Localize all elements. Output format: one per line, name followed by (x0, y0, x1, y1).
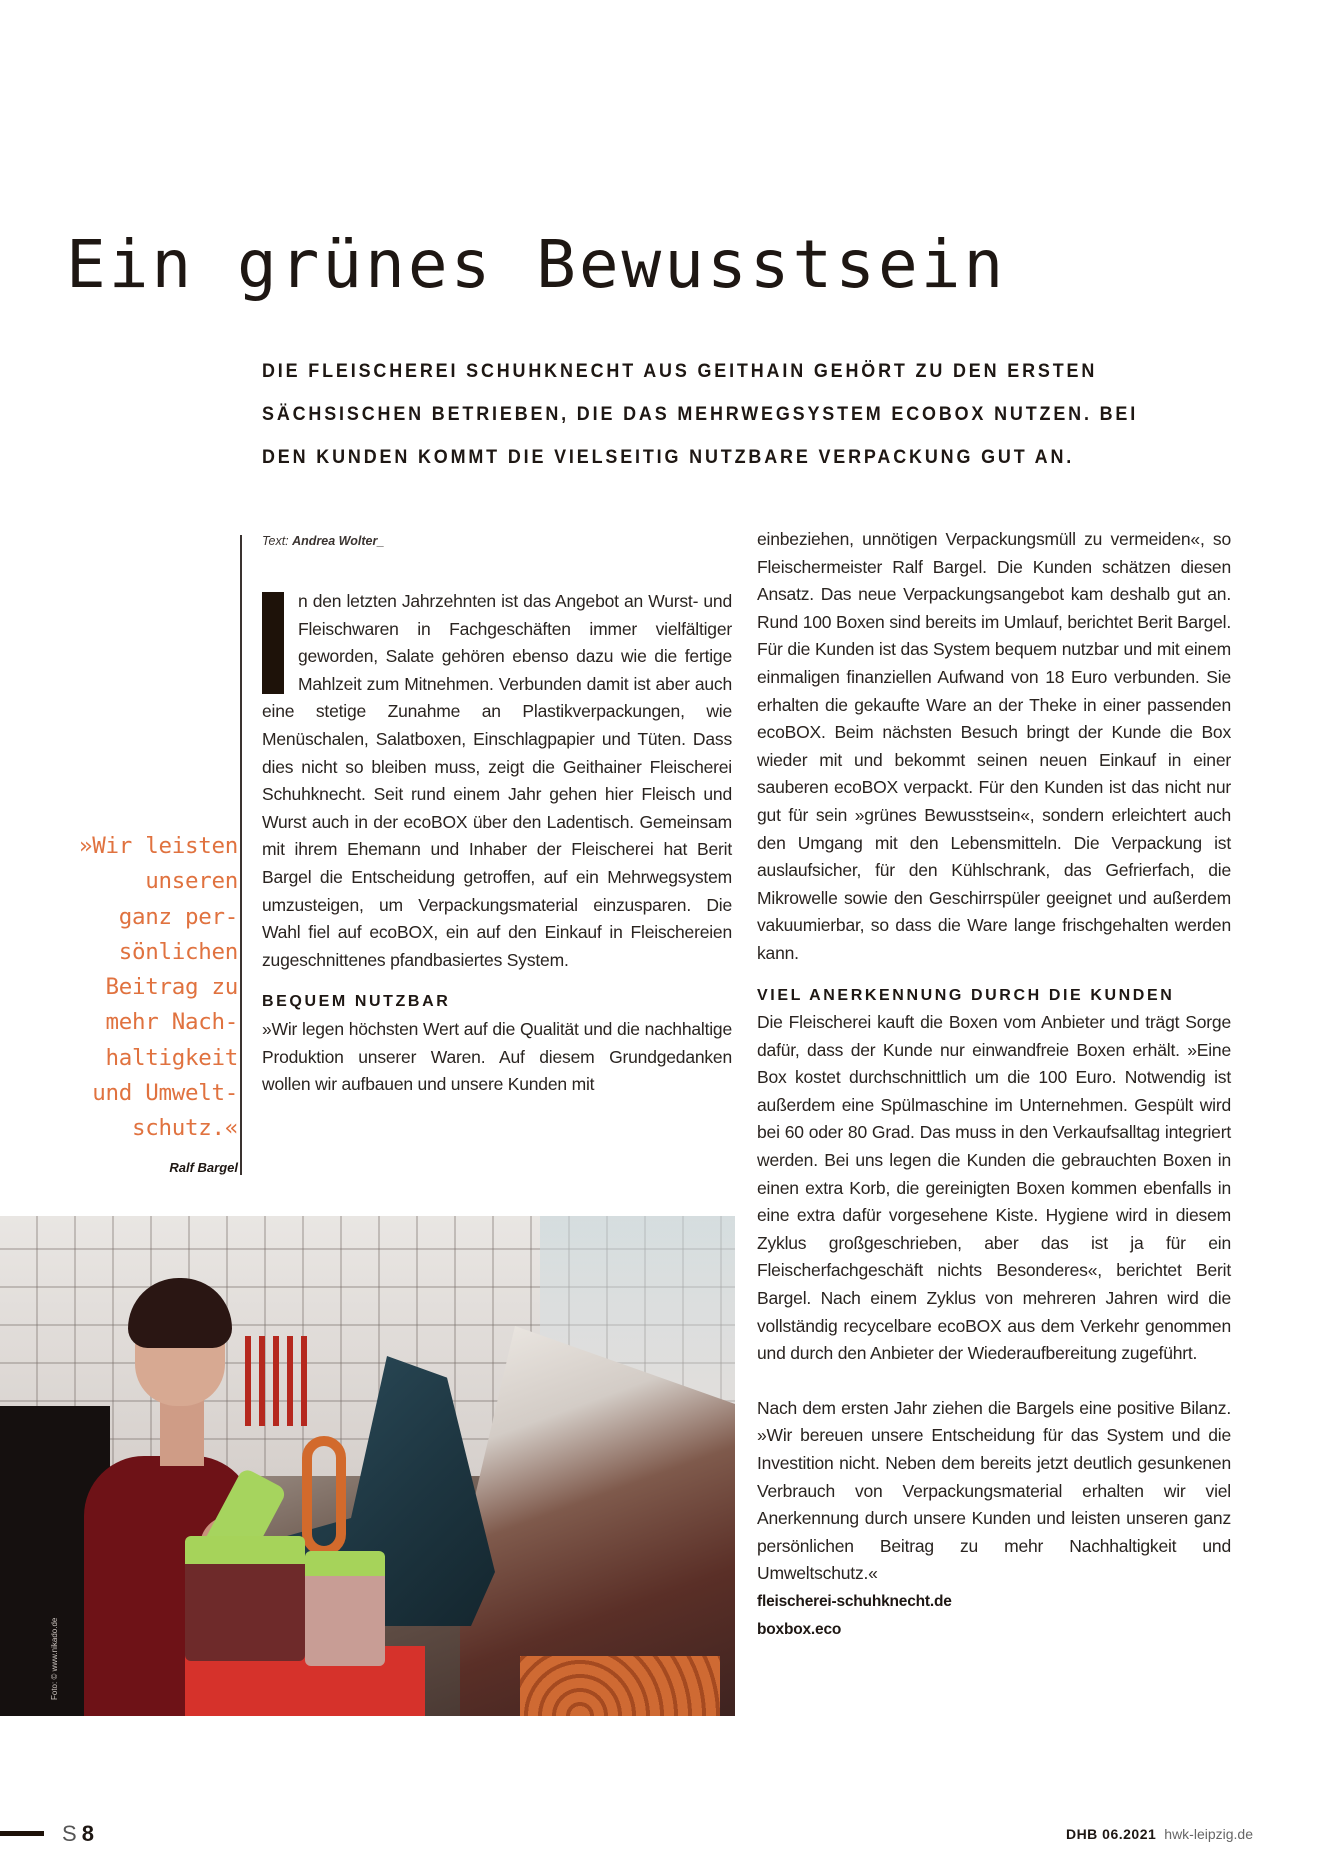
headline: Ein grünes Bewusstsein (66, 226, 1007, 303)
ecobox-container (305, 1551, 385, 1666)
lead-paragraph: DIE FLEISCHEREI SCHUHKNECHT AUS GEITHAIN GEHÖRT ZU DEN ERSTEN SÄCHSISCHEN BETRIEBEN, DIE DAS MEHRWEGSYSTEM ECOBOX NUTZEN. BEI DEN KUNDEN KOMMT DIE VIELSEITIG NUTZBARE VERPACKUNG GUT AN. (262, 360, 1139, 468)
pull-quote-line: mehr Nach- (105, 1009, 238, 1036)
page-number-value: 8 (81, 1821, 94, 1846)
pull-quote-line: sönlichen (118, 938, 238, 965)
article-column-left (262, 588, 732, 1099)
pull-quote-line: »Wir leisten (79, 833, 238, 859)
pull-quote-line: Beitrag zu (105, 974, 238, 1001)
shopkeeper-neck (160, 1396, 204, 1466)
footer-bar (0, 1831, 44, 1836)
hanging-sausages (245, 1336, 315, 1426)
pull-quote-author: Ralf Bargel (169, 1160, 238, 1175)
byline-author: Andrea Wolter_ (292, 534, 385, 548)
footer-publication (1066, 1826, 1253, 1842)
website-link-boxbox[interactable]: boxbox.eco (757, 1620, 842, 1638)
paragraph-gap (757, 1368, 1231, 1395)
body-paragraph: Die Fleischerei kauft die Boxen vom Anbieter und trägt Sorge dafür, dass der Kunde nur einwandfreie Boxen erhält. »Eine Box kostet durchschnittlich um die 100 Euro. Notwendig ist außerdem eine Spülmaschine im Unternehmen. Gespült wird bei 60 oder 80 Grad. Das muss in den Verkaufsalltag integriert werden. Bei uns legen die Kunden die gebrauchten Boxen in einen extra Korb, die gereinigten Boxen kommen ebenfalls in eine extra dafür vorgesehene Kiste. Hygiene wird in diesem Zyklus großgeschrieben, aber das ist ja für ein Fleischerfachgeschäft nichts Besonderes«, berichtet Berit Bargel. Nach einem Zyklus von mehreren Jahren wird die vollständig recycelbare ecoBOX aus dem Verkehr genommen und durch den Anbieter der Wiederaufbereitung zugeführt. (757, 1012, 1231, 1364)
ecobox-containers (185, 1506, 385, 1686)
photo-credit: Foto: © www.nikado.de (50, 1617, 59, 1700)
subheading: BEQUEM NUTZBAR (262, 993, 451, 1011)
body-paragraph: »Wir legen höchsten Wert auf die Qualität und die nachhaltige Produktion unserer Waren. Auf diesem Grundgedanken wollen wir aufbauen und unsere Kunden mit (262, 1018, 732, 1095)
pull-quote-line: ganz per- (118, 903, 238, 930)
pull-quote-line: und Umwelt- (92, 1080, 238, 1107)
pull-quote-line: unseren (145, 868, 238, 895)
website-link-fleischerei[interactable]: fleischerei-schuhknecht.de (757, 1592, 952, 1610)
body-paragraph: Nach dem ersten Jahr ziehen die Bargels eine positive Bilanz. »Wir bereuen unsere Entscheidung für das System und die Investition nicht. Neben dem bereits jetzt deutlich gesunkenen Verbrauch von Verpackungsmaterial erhalten wir viel Anerkennung durch unsere Kunden und leisten unseren ganz persönlichen Beitrag zu mehr Nachhaltigkeit und Umweltschutz.« (757, 1397, 1231, 1584)
sausages-display (520, 1656, 720, 1716)
article-column-right (757, 526, 1231, 1643)
byline-prefix: Text: (262, 534, 293, 548)
drop-cap-i (262, 592, 284, 694)
subheading: VIEL ANERKENNUNG DURCH DIE KUNDEN (757, 986, 1175, 1004)
byline (262, 534, 384, 548)
page-number (62, 1821, 94, 1847)
pull-quote-line: haltigkeit (105, 1044, 238, 1071)
footer-website-link[interactable]: hwk-leipzig.de (1164, 1826, 1253, 1842)
issue-label: DHB 06.2021 (1065, 1826, 1157, 1842)
body-paragraph: n den letzten Jahrzehnten ist das Angebot an Wurst- und Fleischwaren in Fachgeschäften immer vielfältiger geworden, Salate gehören ebenso dazu wie die fertige Mahlzeit zum Mitnehmen. Verbunden damit ist aber auch eine stetige Zunahme an Plastikverpackungen, wie Menüschalen, Salatboxen, Einschlagpapier und Tüten. Dass dies nicht so bleiben muss, zeigt die Geithainer Fleischerei Schuhknecht. Seit rund einem Jahr gehen hier Fleisch und Wurst auch in der ecoBOX über den Ladentisch. Gemeinsam mit ihrem Ehemann und Inhaber der Fleischerei hat Berit Bargel die Entscheidung getroffen, auf ein Mehrwegsystem umzusteigen, um Verpackungsmaterial einzusparen. Die Wahl fiel auf ecoBOX, ein auf den Einkauf in Fleischereien zugeschnittenes pfandbasiertes System. (262, 591, 732, 970)
ecobox-container (185, 1536, 305, 1661)
article-photo (0, 1216, 735, 1716)
pull-quote-line: schutz.« (132, 1115, 238, 1142)
section-letter: S (62, 1821, 77, 1846)
pull-quote (40, 829, 238, 1147)
body-paragraph: einbeziehen, unnötigen Verpackungsmüll zu vermeiden«, so Fleischermeister Ralf Bargel. Die Kunden schätzen diesen Ansatz. Das neue Verpackungsangebot kam deshalb gut an. Rund 100 Boxen sind bereits im Umlauf, berichtet Berit Bargel. Für die Kunden ist das System bequem nutzbar und mit einem einmaligen finanziellen Aufwand von 18 Euro verbunden. Sie erhalten die gekaufte Ware an der Theke in einer passenden ecoBOX. Beim nächsten Besuch bringt der Kunde die Box wieder mit und bekommt seinen neuen Einkauf in einer sauberen ecoBOX verpackt. Für den Kunden ist das nicht nur gut für sein »grünes Bewusstsein«, sondern erleichtert auch den Umgang mit den Lebensmitteln. Die Verpackung ist auslaufsicher, für den Kühlschrank, das Gefrierfach, die Mikrowelle sowie den Geschirrspüler geeignet und außerdem vakuumierbar, so dass die Ware lange frischgehalten werden kann. (757, 529, 1231, 963)
column-divider (240, 535, 242, 1175)
